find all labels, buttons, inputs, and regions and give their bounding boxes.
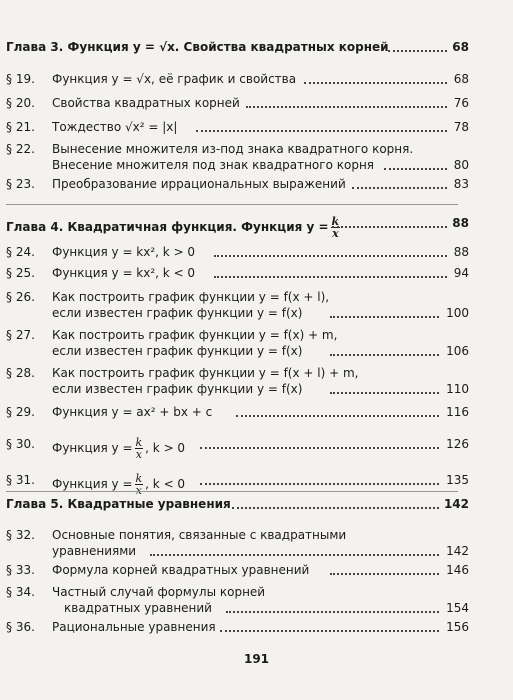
toc-section-text-cont: если известен график функции y = f(x): [52, 344, 303, 358]
toc-page-number: 80: [453, 158, 469, 172]
leader-dots: [330, 573, 439, 575]
toc-section-number: § 33.: [6, 563, 35, 577]
toc-section-number: § 28.: [6, 366, 35, 380]
toc-section-text: Функция y =: [52, 441, 133, 455]
toc-page-number: 83: [453, 177, 469, 191]
toc-section-text-after: , k < 0: [145, 477, 186, 491]
toc-page-number: 88: [453, 245, 469, 259]
toc-section-text-cont: квадратных уравнений: [64, 601, 212, 615]
toc-chapter-text: Глава 3. Функция y = √x. Свойства квадратных корней: [6, 40, 389, 54]
leader-dots: [330, 316, 439, 318]
fraction-denominator: x: [332, 227, 339, 240]
toc-section-number: § 31.: [6, 473, 35, 487]
toc-section-text: Как построить график функции y = f(x) + m,: [52, 328, 338, 342]
leader-dots: [352, 187, 447, 189]
toc-page-number: 94: [453, 266, 469, 280]
leader-dots: [246, 106, 447, 108]
toc-chapter-text: Глава 5. Квадратные уравнения: [6, 497, 231, 511]
toc-page-number: 116: [446, 405, 469, 419]
toc-section-text-cont: уравнениями: [52, 544, 137, 558]
toc-page-number: 154: [446, 601, 469, 615]
section-divider: [6, 204, 458, 205]
toc-section-text: Как построить график функции y = f(x + l),: [52, 290, 330, 304]
toc-page-number: 68: [452, 40, 469, 54]
leader-dots: [304, 82, 447, 84]
page-number: 191: [243, 652, 270, 666]
toc-page-number: 142: [443, 497, 469, 511]
toc-page-number: 142: [446, 544, 469, 558]
toc-page-number: 78: [453, 120, 469, 134]
toc-section-text: Функция y =: [52, 477, 133, 491]
leader-dots: [384, 168, 447, 170]
leader-dots: [214, 255, 447, 257]
toc-page-number: 106: [446, 344, 469, 358]
leader-dots: [150, 554, 439, 556]
toc-section-number: § 20.: [6, 96, 35, 110]
toc-section-text-cont: если известен график функции y = f(x): [52, 306, 303, 320]
toc-section-number: § 19.: [6, 72, 35, 86]
section-divider: [6, 491, 458, 492]
leader-dots: [236, 415, 439, 417]
fraction-numerator: k: [331, 215, 340, 228]
leader-dots: [200, 483, 439, 485]
leader-dots: [388, 50, 447, 52]
toc-section-number: § 23.: [6, 177, 35, 191]
toc-page-number: 100: [446, 306, 469, 320]
toc-section-number: § 29.: [6, 405, 35, 419]
leader-dots: [220, 630, 439, 632]
toc-section-text: Основные понятия, связанные с квадратными: [52, 528, 347, 542]
toc-page-number: 146: [446, 563, 469, 577]
toc-section-number: § 27.: [6, 328, 35, 342]
toc-section-number: § 30.: [6, 437, 35, 451]
leader-dots: [214, 276, 447, 278]
toc-section-text: Тождество √x² = |x|: [52, 120, 178, 134]
toc-section-number: § 24.: [6, 245, 35, 259]
toc-section-number: § 22.: [6, 142, 35, 156]
toc-chapter-text: Глава 4. Квадратичная функция. Функция y =: [6, 220, 329, 234]
toc-section-text: Функция y = kx², k > 0: [52, 245, 196, 259]
toc-page-number: 88: [452, 216, 469, 230]
toc-section-text: Как построить график функции y = f(x + l) + m,: [52, 366, 359, 380]
toc-section-number: § 34.: [6, 585, 35, 599]
toc-section-text: Функция y = ax² + bx + c: [52, 405, 213, 419]
leader-dots: [200, 447, 439, 449]
fraction: [135, 473, 144, 496]
toc-section-text: Функция y = kx², k < 0: [52, 266, 196, 280]
toc-section-number: § 32.: [6, 528, 35, 542]
toc-section-text-cont: Внесение множителя под знак квадратного корня: [52, 158, 375, 172]
fraction-denominator: x: [135, 484, 142, 497]
toc-section-number: § 26.: [6, 290, 35, 304]
fraction-denominator: x: [135, 448, 142, 461]
leader-dots: [330, 392, 439, 394]
toc-page-number: 156: [446, 620, 469, 634]
toc-section-text: Вынесение множителя из-под знака квадратного корня.: [52, 142, 414, 156]
toc-page-number: 76: [453, 96, 469, 110]
leader-dots: [196, 130, 447, 132]
toc-section-text: Рациональные уравнения: [52, 620, 216, 634]
toc-section-text-cont: если известен график функции y = f(x): [52, 382, 303, 396]
toc-section-text: Преобразование иррациональных выражений: [52, 177, 346, 191]
toc-section-number: § 25.: [6, 266, 35, 280]
toc-section-number: § 21.: [6, 120, 35, 134]
fraction-numerator: k: [135, 436, 143, 449]
toc-page-number: 110: [446, 382, 469, 396]
toc-page-number: 135: [446, 473, 469, 487]
toc-section-text: Частный случай формулы корней: [52, 585, 266, 599]
toc-section-number: § 36.: [6, 620, 35, 634]
toc-section-text: Функция y = √x, её график и свойства: [52, 72, 297, 86]
leader-dots: [226, 611, 439, 613]
toc-page-number: 126: [446, 437, 469, 451]
leader-dots: [330, 354, 439, 356]
toc-section-text-after: , k > 0: [145, 441, 186, 455]
toc-page-number: 68: [453, 72, 469, 86]
leader-dots: [332, 226, 447, 228]
toc-section-text: Формула корней квадратных уравнений: [52, 563, 310, 577]
leader-dots: [232, 507, 439, 509]
fraction: [135, 437, 144, 460]
fraction-numerator: k: [135, 472, 143, 485]
toc-section-text: Свойства квадратных корней: [52, 96, 240, 110]
